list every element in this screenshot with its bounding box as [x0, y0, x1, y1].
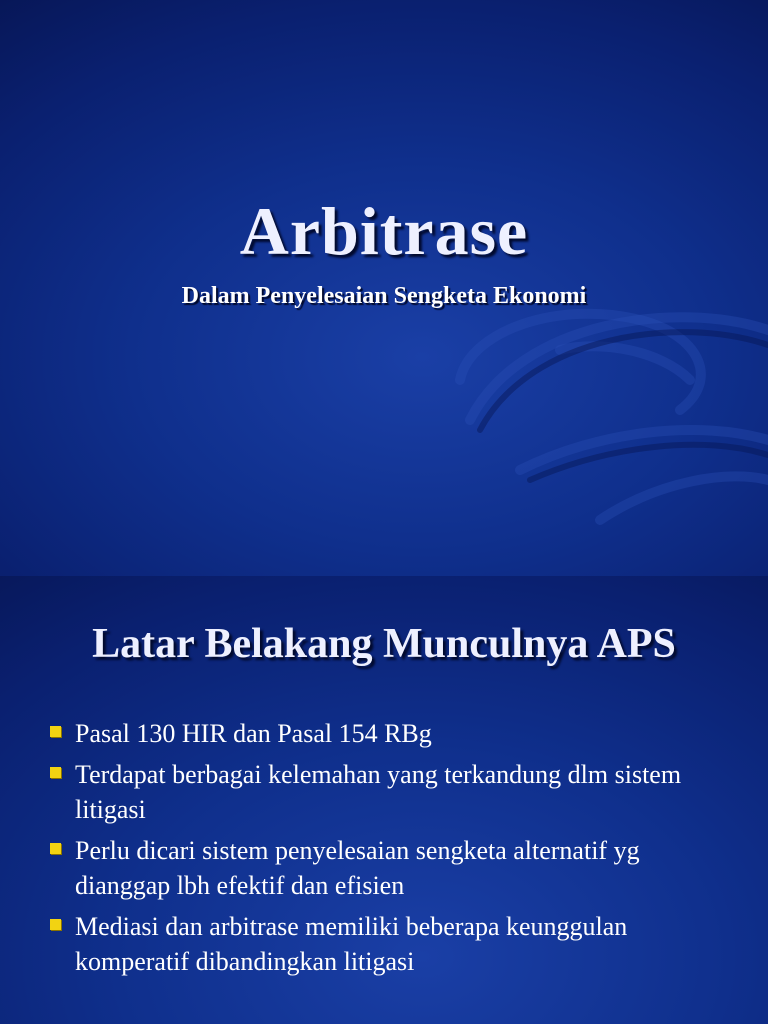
list-item	[48, 909, 728, 979]
list-item	[48, 757, 728, 827]
list-item-text: Terdapat berbagai kelemahan yang terkandung dlm sistem litigasi	[75, 760, 682, 824]
square-bullet-icon	[50, 726, 61, 737]
square-bullet-icon	[50, 919, 61, 930]
list-item-text: Mediasi dan arbitrase memiliki beberapa keunggulan komperatif dibandingkan litigasi	[75, 912, 628, 976]
list-item-text: Pasal 130 HIR dan Pasal 154 RBg	[75, 719, 432, 748]
square-bullet-icon	[50, 767, 61, 778]
slide-subtitle: Dalam Penyelesaian Sengketa Ekonomi	[181, 283, 587, 309]
list-item	[48, 716, 728, 751]
slide-title: Arbitrase	[239, 193, 529, 269]
slide-heading: Latar Belakang Munculnya APS	[92, 621, 676, 667]
content-slide	[0, 576, 768, 1024]
square-bullet-icon	[50, 843, 61, 854]
list-item	[48, 833, 728, 903]
bullet-list	[48, 716, 728, 985]
list-item-text: Perlu dicari sistem penyelesaian sengketa alternatif yg dianggap lbh efektif dan efisien	[75, 836, 640, 900]
